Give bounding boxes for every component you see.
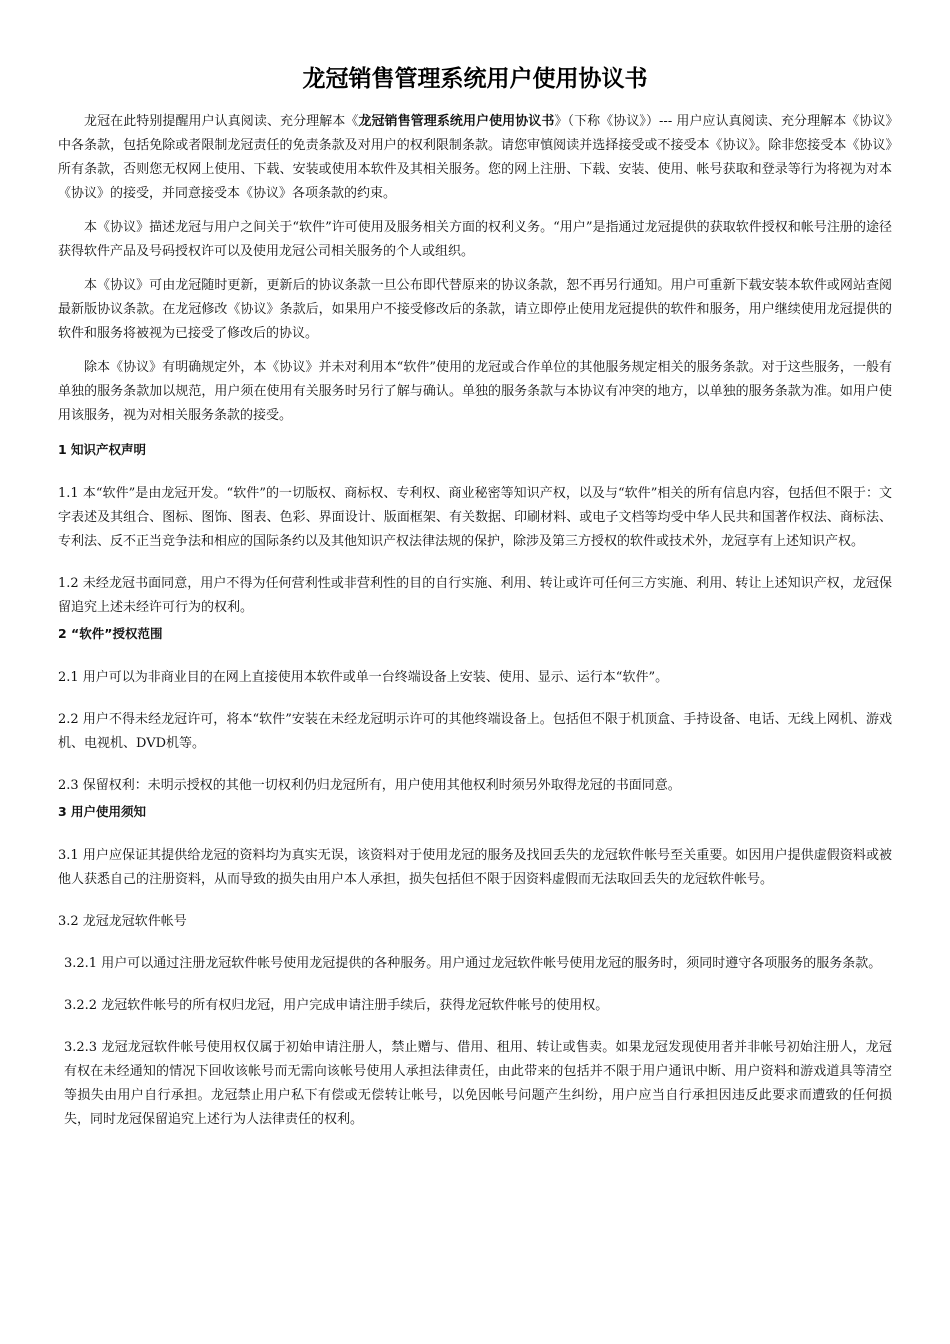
intro-bold-title: 龙冠销售管理系统用户使用协议书 — [358, 114, 555, 129]
intro-text-2: 》（下称《协议》）--- 用户应认真阅读、充分理解本《协议》中各条款，包括免除或者限制龙冠责任的免责条款及对用户的权利限制条款。请您审慎阅读并选择接受或不接受本《协议》。除非您接受本《协议》所有条款，否则您无权网上使用、下载、安装或使用本软件及其相关服务。您的网上注册、下载、安装、使用、帐号获取和登录等行为将视为对本《协议》的接受，并同意接受本《协议》各项条款的约束。 — [58, 114, 892, 201]
clause-3-2-1: 3.2.1 用户可以通过注册龙冠软件帐号使用龙冠提供的各种服务。用户通过龙冠软件帐号使用龙冠的服务时，须同时遵守各项服务的服务条款。 — [64, 956, 882, 971]
clause-1-1: 1.1 本“软件”是由龙冠开发。“软件”的一切版权、商标权、专利权、商业秘密等知识产权，以及与“软件”相关的所有信息内容，包括但不限于：文字表述及其组合、图标、图饰、图表、色彩、界面设计、版面框架、有关数据、印刷材料、或电子文档等均受中华人民共和国著作权法、商标法、专利法、反不正当竞争法和相应的国际条约以及其他知识产权法律法规的保护，除涉及第三方授权的软件或技术外，龙冠享有上述知识产权。 — [58, 486, 892, 549]
intro-paragraph — [58, 110, 892, 206]
document-title: 龙冠销售管理系统用户使用协议书 — [302, 66, 648, 92]
clause-3-2-2: 3.2.2 龙冠软件帐号的所有权归龙冠，用户完成申请注册手续后，获得龙冠软件帐号的使用权。 — [64, 998, 609, 1013]
clause-2-3: 2.3 保留权利：未明示授权的其他一切权利仍归龙冠所有，用户使用其他权利时须另外取得龙冠的书面同意。 — [58, 778, 681, 793]
paragraph-definition: 本《协议》描述龙冠与用户之间关于“软件”许可使用及服务相关方面的权利义务。“用户”是指通过龙冠提供的获取软件授权和帐号注册的途径获得软件产品及号码授权许可以及使用龙冠公司相关服务的个人或组织。 — [58, 220, 892, 259]
clause-3-1: 3.1 用户应保证其提供给龙冠的资料均为真实无误，该资料对于使用龙冠的服务及找回丢失的龙冠软件帐号至关重要。如因用户提供虚假资料或被他人获悉自己的注册资料，从而导致的损失由用户本人承担，损失包括但不限于因资料虚假而无法取回丢失的龙冠软件帐号。 — [58, 848, 892, 887]
paragraph-updates: 本《协议》可由龙冠随时更新，更新后的协议条款一旦公布即代替原来的协议条款，恕不再另行通知。用户可重新下载安装本软件或网站查阅最新版协议条款。在龙冠修改《协议》条款后，如果用户不接受修改后的条款，请立即停止使用龙冠提供的软件和服务，用户继续使用龙冠提供的软件和服务将被视为已接受了修改后的协议。 — [58, 278, 892, 341]
clause-2-2: 2.2 用户不得未经龙冠许可，将本“软件”安装在未经龙冠明示许可的其他终端设备上。包括但不限于机顶盒、手持设备、电话、无线上网机、游戏机、电视机、DVD机等。 — [58, 712, 892, 751]
intro-text-1: 龙冠在此特别提醒用户认真阅读、充分理解本《 — [84, 114, 359, 129]
section-heading-2: 2 “软件”授权范围 — [58, 626, 163, 641]
clause-2-1: 2.1 用户可以为非商业目的在网上直接使用本软件或单一台终端设备上安装、使用、显示、运行本“软件”。 — [58, 670, 669, 685]
section-heading-3: 3 用户使用须知 — [58, 804, 147, 819]
section-heading-1: 1 知识产权声明 — [58, 442, 147, 457]
paragraph-other-services: 除本《协议》有明确规定外，本《协议》并未对利用本“软件”使用的龙冠或合作单位的其他服务规定相关的服务条款。对于这些服务，一般有单独的服务条款加以规范，用户须在使用有关服务时另行了解与确认。单独的服务条款与本协议有冲突的地方，以单独的服务条款为准。如用户使用该服务，视为对相关服务条款的接受。 — [58, 360, 892, 423]
clause-3-2-3: 3.2.3 龙冠龙冠软件帐号使用权仅属于初始申请注册人，禁止赠与、借用、租用、转让或售卖。如果龙冠发现使用者并非帐号初始注册人，龙冠有权在未经通知的情况下回收该帐号而无需向该帐号使用人承担法律责任，由此带来的包括并不限于用户通讯中断、用户资料和游戏道具等清空等损失由用户自行承担。龙冠禁止用户私下有偿或无偿转让帐号，以免因帐号问题产生纠纷，用户应当自行承担因违反此要求而遭致的任何损失，同时龙冠保留追究上述行为人法律责任的权利。 — [64, 1040, 892, 1127]
clause-3-2: 3.2 龙冠龙冠软件帐号 — [58, 914, 187, 929]
clause-1-2: 1.2 未经龙冠书面同意，用户不得为任何营利性或非营利性的目的自行实施、利用、转让或许可任何三方实施、利用、转让上述知识产权，龙冠保留追究上述未经许可行为的权利。 — [58, 576, 892, 615]
